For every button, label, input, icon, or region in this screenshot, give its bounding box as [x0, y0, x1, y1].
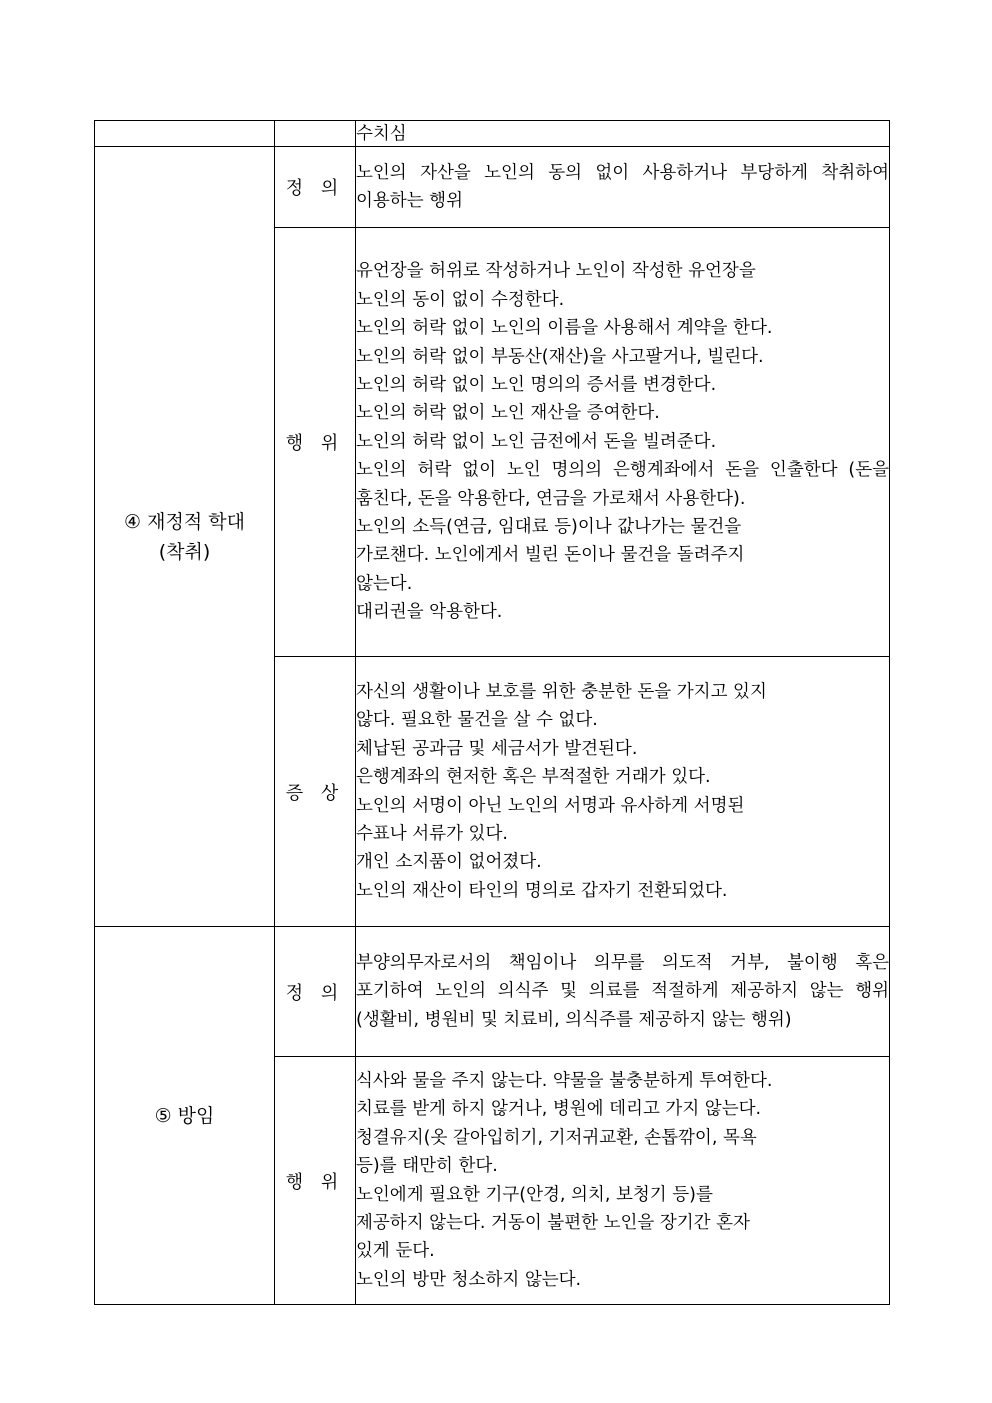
list-item: 자신의 생활이나 보호를 위한 충분한 돈을 가지고 있지 [356, 681, 767, 702]
list-item: 않다. 필요한 물건을 살 수 없다. [356, 710, 598, 731]
definition-label: 정 의 [275, 147, 356, 228]
list-item: 식사와 물을 주지 않는다. 약물을 불충분하게 투여한다. [356, 1070, 773, 1091]
list-item: 은행계좌의 현저한 혹은 부적절한 거래가 있다. [356, 767, 711, 788]
symptom-list [356, 657, 890, 927]
list-item: 대리권을 악용한다. [356, 602, 503, 623]
list-item: 노인의 소득(연금, 임대료 등)이나 값나가는 물건을 [356, 517, 742, 538]
list-item: 노인의 허락 없이 노인 명의의 은행계좌에서 돈을 인출한다 (돈을 훔친다, 돈을 악용한다, 연금을 가로채서 사용한다). [356, 460, 889, 509]
behavior-label: 행 위 [275, 228, 356, 657]
behavior-list [356, 228, 890, 657]
list-item: 노인에게 필요한 기구(안경, 의치, 보청기 등)를 [356, 1184, 713, 1205]
list-item: 치료를 받게 하지 않거나, 병원에 데리고 가지 않는다. [356, 1099, 762, 1120]
table-row [95, 147, 890, 228]
list-item: 수표나 서류가 있다. [356, 823, 508, 844]
list-item: 않는다. [356, 573, 413, 594]
abuse-type-table [94, 120, 890, 1305]
list-item: 등)를 태만히 한다. [356, 1156, 498, 1177]
definition-label: 정 의 [275, 927, 356, 1057]
definition-text: 부양의무자로서의 책임이나 의무를 의도적 거부, 불이행 혹은 포기하여 노인의 의식주 및 의료를 적절하게 제공하지 않는 행위(생활비, 병원비 및 치료비, 의식주를 제공하지 않는 행위) [356, 927, 890, 1057]
list-item: 노인의 허락 없이 노인 금전에서 돈을 빌려준다. [356, 431, 717, 452]
behavior-label: 행 위 [275, 1057, 356, 1305]
list-item: 청결유지(옷 갈아입히기, 기저귀교환, 손톱깎이, 목욕 [356, 1127, 757, 1148]
list-item: 노인의 허락 없이 노인 재산을 증여한다. [356, 403, 660, 424]
list-item: 가로챈다. 노인에게서 빌린 돈이나 물건을 돌려주지 [356, 545, 745, 566]
continued-text: 수치심 [356, 121, 890, 147]
empty-cell [275, 121, 356, 147]
list-item: 노인의 동이 없이 수정한다. [356, 289, 565, 310]
behavior-list [356, 1057, 890, 1305]
list-item: 체납된 공과금 및 세금서가 발견된다. [356, 738, 638, 759]
list-item: 유언장을 허위로 작성하거나 노인이 작성한 유언장을 [356, 261, 756, 282]
empty-cell [95, 121, 275, 147]
list-item: 노인의 재산이 타인의 명의로 갑자기 전환되었다. [356, 880, 728, 901]
list-item: 있게 둔다. [356, 1241, 435, 1262]
list-item: 노인의 허락 없이 노인 명의의 증서를 변경한다. [356, 374, 717, 395]
table-row [95, 121, 890, 147]
list-item: 노인의 서명이 아닌 노인의 서명과 유사하게 서명된 [356, 795, 745, 816]
category-subtitle: (착취) [158, 540, 211, 563]
list-item: 노인의 허락 없이 노인의 이름을 사용해서 계약을 한다. [356, 318, 773, 339]
symptom-label: 증 상 [275, 657, 356, 927]
category-title: ④ 재정적 학대 [124, 510, 245, 533]
category-financial-abuse [95, 147, 275, 927]
list-item: 노인의 방만 청소하지 않는다. [356, 1269, 582, 1290]
list-item: 개인 소지품이 없어졌다. [356, 852, 542, 873]
list-item: 제공하지 않는다. 거동이 불편한 노인을 장기간 혼자 [356, 1212, 750, 1233]
table-row [95, 927, 890, 1057]
list-item: 노인의 허락 없이 부동산(재산)을 사고팔거나, 빌린다. [356, 346, 764, 367]
definition-text: 노인의 자산을 노인의 동의 없이 사용하거나 부당하게 착취하여 이용하는 행위 [356, 147, 890, 228]
category-neglect: ⑤ 방임 [95, 927, 275, 1305]
